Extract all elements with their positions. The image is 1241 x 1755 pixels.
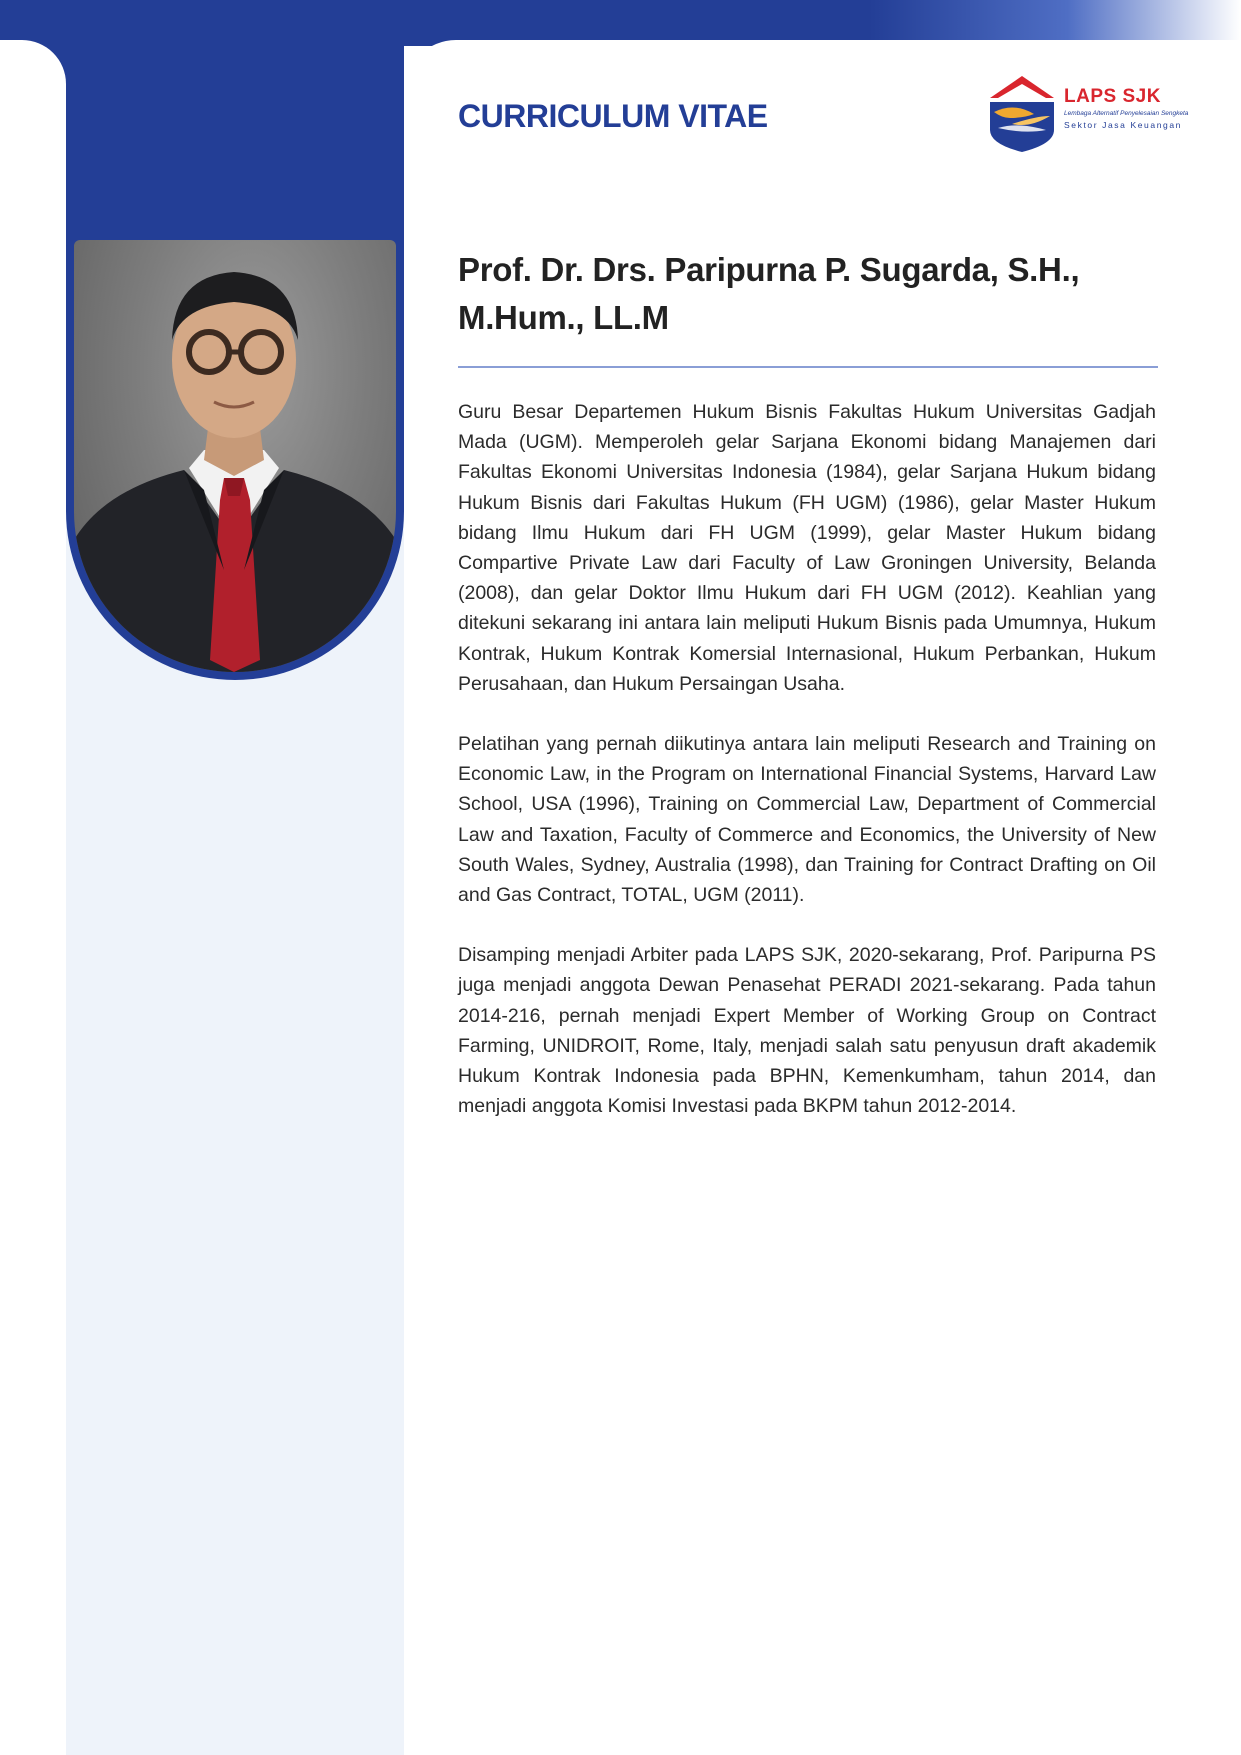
bio-paragraph-education: Guru Besar Departemen Hukum Bisnis Fakultas Hukum Universitas Gadjah Mada (UGM). Memperoleh gelar Sarjana Ekonomi bidang Manajemen dari Fakultas Ekonomi Universitas Indonesia (1984), gelar Sarjana Hukum bidang Hukum Bisnis dari Fakultas Hukum (FH UGM) (1986), gelar Master Hukum bidang Ilmu Hukum dari FH UGM (1999), gelar Master Hukum bidang Compartive Private Law dari Faculty of Law Groningen University, Belanda (2008), dan gelar Doktor Ilmu Hukum dari FH UGM (2012). Keahlian yang ditekuni sekarang ini antara lain meliputi Hukum Bisnis pada Umumnya, Hukum Kontrak, Hukum Kontrak Komersial Internasional, Hukum Perbankan, Hukum Perusahaan, dan Hukum Persaingan Usaha. (458, 401, 1156, 695)
portrait-illustration (74, 240, 396, 672)
page-title: CURRICULUM VITAE (458, 98, 768, 134)
portrait-photo (74, 240, 396, 672)
person-name: Prof. Dr. Drs. Paripurna P. Sugarda, S.H., M.Hum., LL.M (458, 251, 1080, 336)
laps-sjk-logo (984, 72, 1189, 154)
logo-subtitle-2: Sektor Jasa Keuangan (1064, 120, 1183, 130)
logo-subtitle-1: Lembaga Alternatif Penyelesaian Sengketa (1064, 110, 1189, 117)
bio-paragraph-roles: Disamping menjadi Arbiter pada LAPS SJK, 2020-sekarang, Prof. Paripurna PS juga menjadi anggota Dewan Penasehat PERADI 2021-sekarang. Pada tahun 2014-216, pernah menjadi Expert Member of Working Group on Contract Farming, UNIDROIT, Rome, Italy, menjadi salah satu penyusun draft akademik Hukum Kontrak Indonesia pada BPHN, Kemenkumham, tahun 2014, dan menjadi anggota Komisi Investasi pada BKPM tahun 2012-2014. (458, 944, 1156, 1118)
left-margin (0, 40, 66, 1755)
biography (458, 397, 1156, 1151)
portrait-frame (66, 240, 404, 680)
bio-paragraph-training: Pelatihan yang pernah diikutinya antara lain meliputi Research and Training on Economic Law, in the Program on International Financial Systems, Harvard Law School, USA (1996), Training on Commercial Law, Department of Commercial Law and Taxation, Faculty of Commerce and Economics, the University of New South Wales, Sydney, Australia (1998), dan Training for Contract Drafting on Oil and Gas Contract, TOTAL, UGM (2011). (458, 733, 1156, 907)
name-divider (458, 366, 1158, 368)
logo-emblem-icon (984, 72, 1060, 154)
logo-name: LAPS SJK (1064, 86, 1161, 107)
